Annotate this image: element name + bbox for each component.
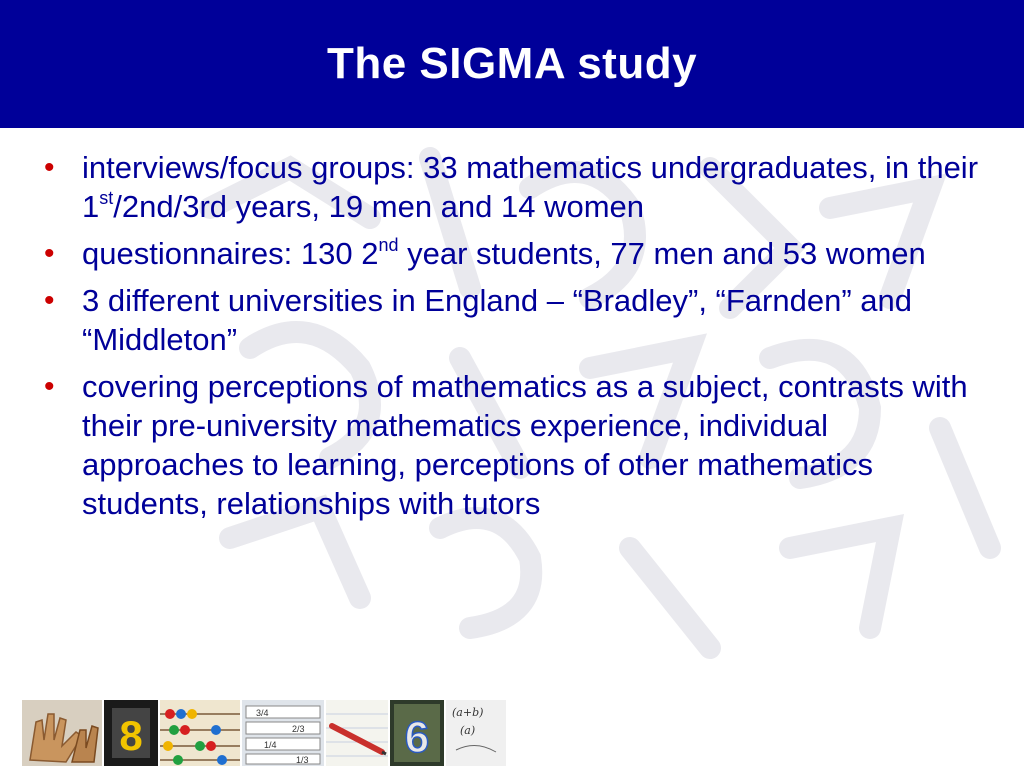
handwritten-note: (a): [460, 724, 476, 737]
abacus-photo: [160, 700, 240, 766]
title-bar: [0, 0, 1024, 128]
handwritten-note: (a+b): [452, 706, 484, 719]
fraction-label: 1/4: [264, 740, 277, 750]
digit-six: 6: [404, 713, 430, 762]
bullet-marker: •: [44, 237, 55, 270]
pencil-paper-photo: [326, 700, 388, 766]
digit-eight: 8: [119, 712, 143, 759]
fraction-label: 3/4: [256, 708, 269, 718]
bullet-text: covering perceptions of mathematics as a subject, contrasts with their pre-university mathematics experience, individual approaches to learning, perceptions of other mathematics students, relationships with tutors: [82, 369, 968, 521]
bullet-marker: •: [44, 284, 55, 317]
number-six-photo: [390, 700, 444, 766]
fraction-label: 2/3: [292, 724, 305, 734]
bullet-text: 3 different universities in England – “Bradley”, “Farnden” and “Middleton”: [82, 283, 912, 357]
fractions-photo: [242, 700, 324, 766]
slide-title: The SIGMA study: [326, 39, 698, 88]
bullet-list: [40, 148, 990, 531]
hands-photo: [22, 700, 102, 766]
handwritten-maths-photo: [446, 700, 506, 766]
bullet-item: [40, 281, 990, 359]
bullet-text: questionnaires: 130 2nd year students, 77 men and 53 women: [82, 234, 926, 271]
photo-strip: [22, 700, 506, 766]
bullet-item: [40, 234, 990, 273]
fraction-label: 1/3: [296, 755, 309, 765]
bullet-item: [40, 148, 990, 226]
bullet-item: [40, 367, 990, 523]
bullet-marker: •: [44, 370, 55, 403]
number-eight-photo: [104, 700, 158, 766]
bullet-marker: •: [44, 151, 55, 184]
bullet-text: interviews/focus groups: 33 mathematics undergraduates, in their 1st/2nd/3rd years, 19 men and 14 women: [82, 150, 979, 224]
